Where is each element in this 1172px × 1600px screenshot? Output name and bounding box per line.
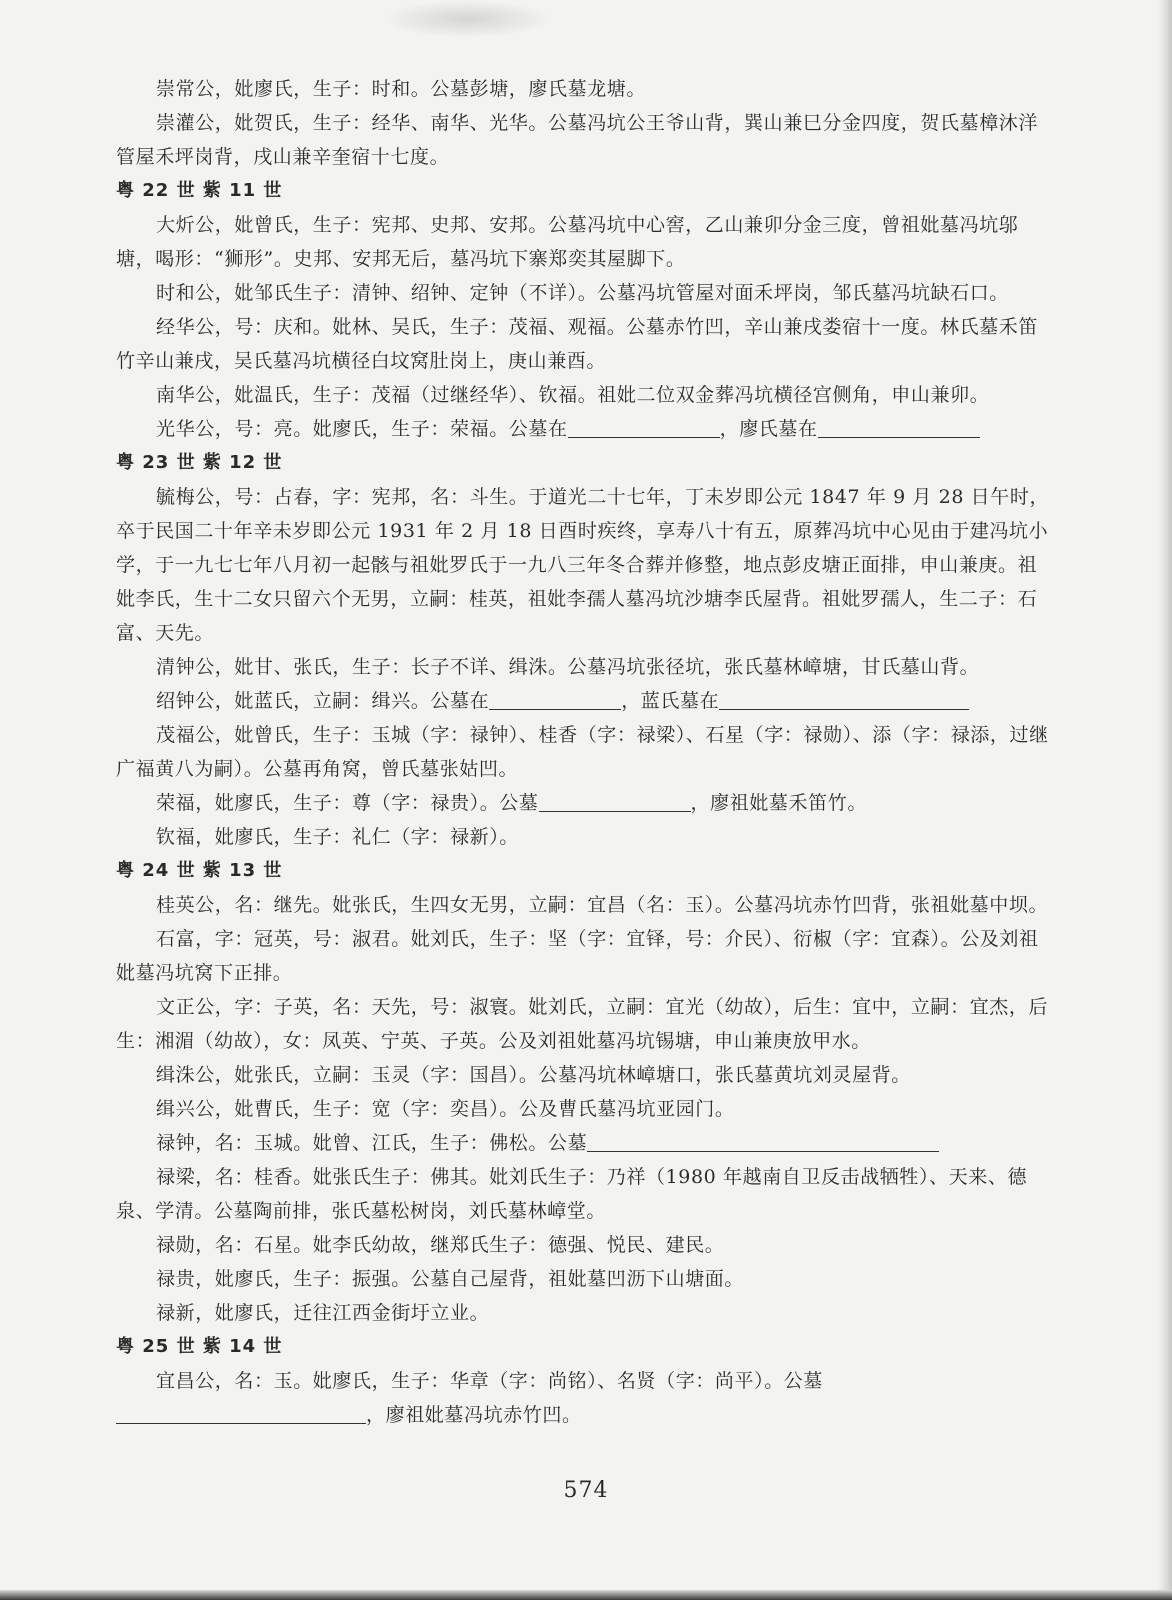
entry-text: 禄梁，名：桂香。妣张氏生子：佛其。妣刘氏生子：乃祥（1980 年越南自卫反击战牺牲）、天来、德泉、学清。公墓陶前排，张氏墓松树岗，刘氏墓林嶂堂。 — [116, 1166, 1028, 1222]
genealogy-entry — [116, 1296, 1056, 1330]
genealogy-text-body — [116, 72, 1056, 1432]
genealogy-entry — [116, 1364, 1056, 1432]
entry-text: 粤 23 世 紫 12 世 — [116, 452, 283, 473]
genealogy-entry — [116, 1126, 1056, 1160]
genealogy-entry — [116, 1058, 1056, 1092]
entry-text: 禄钟，名：玉城。妣曾、江氏，生子：佛松。公墓 — [156, 1132, 588, 1154]
genealogy-entry — [116, 650, 1056, 684]
page-number: 574 — [563, 1478, 609, 1503]
genealogy-entry — [116, 684, 1056, 718]
genealogy-entry — [116, 106, 1056, 174]
entry-text: 清钟公，妣甘、张氏，生子：长子不详、缉洙。公墓冯坑张径坑，张氏墓林嶂塘，甘氏墓山背。 — [156, 656, 980, 678]
entry-text: ，廖祖妣墓冯坑赤竹凹。 — [366, 1404, 582, 1426]
blank-fill-line — [818, 417, 980, 438]
generation-heading — [116, 1330, 1056, 1364]
genealogy-entry — [116, 1262, 1056, 1296]
scan-edge-bottom — [0, 1590, 1172, 1600]
entry-text: 经华公，号：庆和。妣林、吴氏，生子：茂福、观福。公墓赤竹凹，辛山兼戌娄宿十一度。林氏墓禾笛竹辛山兼戌，吴氏墓冯坑横径白坟窝肚岗上，庚山兼酉。 — [116, 316, 1039, 372]
genealogy-entry — [116, 1228, 1056, 1262]
entry-text: ，廖氏墓在 — [719, 418, 818, 440]
entry-text: 文正公，字：子英，名：天先，号：淑寰。妣刘氏，立嗣：宜光（幼故），后生：宜中，立嗣：宜杰，后生：湘湄（幼故），女：凤英、宁英、子英。公及刘祖妣墓冯坑锡塘，申山兼庚放甲水。 — [116, 996, 1049, 1052]
entry-text: 钦福，妣廖氏，生子：礼仁（字：禄新）。 — [156, 826, 519, 848]
scan-edge-right — [1158, 0, 1172, 1600]
generation-heading — [116, 446, 1056, 480]
genealogy-entry — [116, 922, 1056, 990]
blank-fill-line — [489, 689, 621, 710]
generation-heading — [116, 854, 1056, 888]
entry-text: 桂英公，名：继先。妣张氏，生四女无男，立嗣：宜昌（名：玉）。公墓冯坑赤竹凹背，张祖妣墓中坝。 — [156, 894, 1049, 916]
genealogy-entry — [116, 1160, 1056, 1228]
genealogy-entry — [116, 208, 1056, 276]
entry-text: 绍钟公，妣蓝氏，立嗣：缉兴。公墓在 — [156, 690, 490, 712]
entry-text: 禄新，妣廖氏，迁往江西金街圩立业。 — [156, 1302, 490, 1324]
blank-fill-line — [587, 1131, 939, 1152]
genealogy-entry — [116, 480, 1056, 650]
genealogy-entry — [116, 820, 1056, 854]
blank-fill-line — [539, 791, 691, 812]
blank-fill-line — [719, 689, 969, 710]
entry-text: ，廖祖妣墓禾笛竹。 — [690, 792, 867, 814]
entry-text: 毓梅公，号：占春，字：宪邦，名：斗生。于道光二十七年，丁未岁即公元 1847 年 9 月 28 日午时，卒于民国二十年辛未岁即公元 1931 年 2 月 18 日酉时疾终，享寿八十有五，原葬冯坑中心见由于建冯坑小学，于一九七七年八月初一起骸与祖妣罗氏于一九八三年冬合葬并修整，地点彭皮塘正面排，申山兼庚。祖妣李氏，生十二女只留六个无男，立嗣：桂英，祖妣李孺人墓冯坑沙塘李氏屋背。祖妣罗孺人，生二子：石富、天先。 — [116, 486, 1050, 644]
entry-text: 大炘公，妣曾氏，生子：宪邦、史邦、安邦。公墓冯坑中心窖，乙山兼卯分金三度，曾祖妣墓冯坑邬塘，喝形：“狮形”。史邦、安邦无后，墓冯坑下寨郑奕其屋脚下。 — [116, 214, 1019, 270]
entry-text: 南华公，妣温氏，生子：茂福（过继经华）、钦福。祖妣二位双金葬冯坑横径宫侧角，申山兼卯。 — [156, 384, 990, 406]
genealogy-entry — [116, 1092, 1056, 1126]
genealogy-entry — [116, 718, 1056, 786]
entry-text: 光华公，号：亮。妣廖氏，生子：荣福。公墓在 — [156, 418, 568, 440]
genealogy-entry — [116, 310, 1056, 378]
scan-smudge — [382, 0, 552, 38]
entry-text: 缉兴公，妣曹氏，生子：宽（字：奕昌）。公及曹氏墓冯坑亚园门。 — [156, 1098, 735, 1120]
entry-text: 禄贵，妣廖氏，生子：振强。公墓自己屋背，祖妣墓凹沥下山塘面。 — [156, 1268, 745, 1290]
entry-text: 粤 24 世 紫 13 世 — [116, 860, 283, 881]
genealogy-entry — [116, 990, 1056, 1058]
genealogy-entry — [116, 888, 1056, 922]
genealogy-entry — [116, 72, 1056, 106]
blank-fill-line — [116, 1403, 366, 1424]
generation-heading — [116, 174, 1056, 208]
entry-text: 宜昌公，名：玉。妣廖氏，生子：华章（字：尚铭）、名贤（字：尚平）。公墓 — [156, 1370, 824, 1392]
entry-text: 崇常公，妣廖氏，生子：时和。公墓彭塘，廖氏墓龙塘。 — [156, 78, 647, 100]
genealogy-entry — [116, 412, 1056, 446]
entry-text: 粤 25 世 紫 14 世 — [116, 1336, 283, 1357]
entry-text: 石富，字：冠英，号：淑君。妣刘氏，生子：坚（字：宜铎，号：介民）、衍椒（字：宜森）。公及刘祖妣墓冯坑窝下正排。 — [116, 928, 1039, 984]
entry-text: 荣福，妣廖氏，生子：尊（字：禄贵）。公墓 — [156, 792, 539, 814]
entry-text: 禄勋，名：石星。妣李氏幼故，继郑氏生子：德强、悦民、建民。 — [156, 1234, 725, 1256]
entry-text: 茂福公，妣曾氏，生子：玉城（字：禄钟）、桂香（字：禄梁）、石星（字：禄勋）、添（字：禄添，过继广福黄八为嗣）。公墓再角窝，曾氏墓张姑凹。 — [116, 724, 1049, 780]
entry-text: ，蓝氏墓在 — [621, 690, 720, 712]
entry-text: 粤 22 世 紫 11 世 — [116, 180, 283, 201]
blank-fill-line — [568, 417, 720, 438]
genealogy-entry — [116, 276, 1056, 310]
genealogy-entry — [116, 378, 1056, 412]
entry-text: 时和公，妣邹氏生子：清钟、绍钟、定钟（不详）。公墓冯坑管屋对面禾坪岗，邹氏墓冯坑缺石口。 — [156, 282, 1009, 304]
entry-text: 缉洙公，妣张氏，立嗣：玉灵（字：国昌）。公墓冯坑林嶂塘口，张氏墓黄坑刘灵屋背。 — [156, 1064, 911, 1086]
genealogy-entry — [116, 786, 1056, 820]
entry-text: 崇灌公，妣贺氏，生子：经华、南华、光华。公墓冯坑公王爷山背，巽山兼巳分金四度，贺氏墓樟沐洋管屋禾坪岗背，戌山兼辛奎宿十七度。 — [116, 112, 1039, 168]
